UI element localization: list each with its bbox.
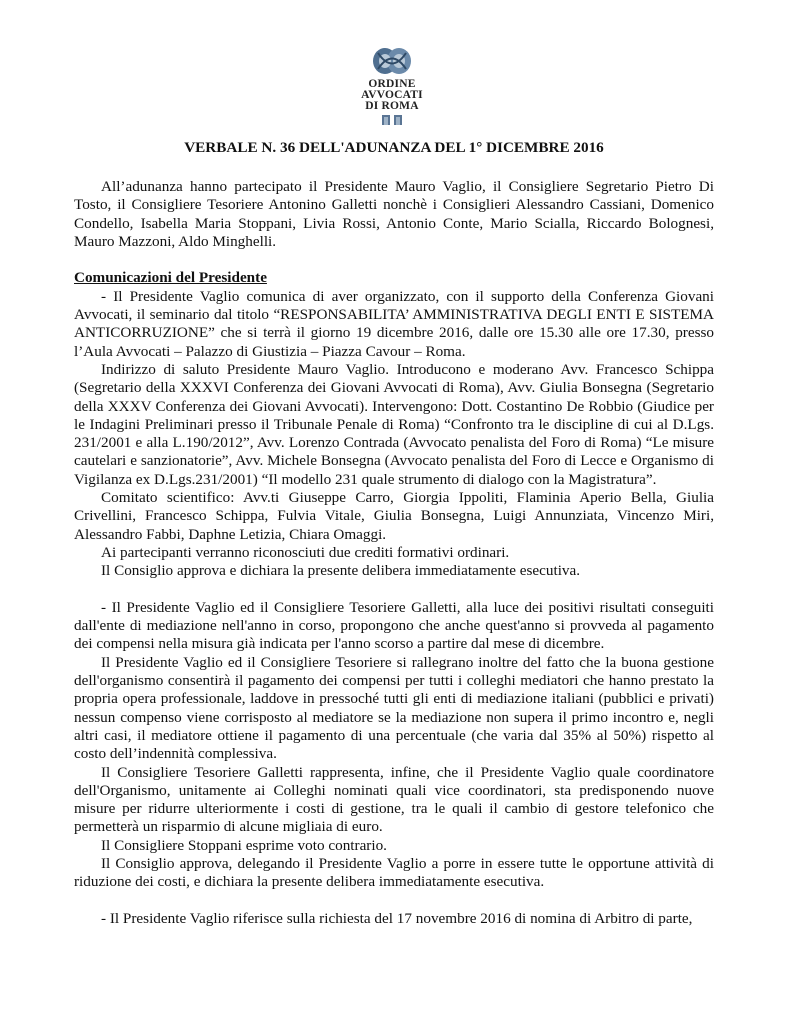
paragraph: Indirizzo di saluto Presidente Mauro Vaglio. Introducono e moderano Avv. Francesco Schippa (Segretario della XXXVI Conferenza dei Giovani Avvocati di Roma), Avv. Giulia Bonsegna (Segretario della XXXV Conferenza dei Giovani Avvocati). Intervengono: Dott. Costantino De Robbio (Giudice per le Indagini Preliminari presso il Tribunale Penale di Roma) “Confronto tra le discipline di cui al D.Lgs. 231/2001 e alla L.190/2012”, Avv. Lorenzo Contrada (Avvocato penalista del Foro di Roma) “Le misure cautelari e sanzionatorie”, Avv. Michele Bonsegna (Avvocato penalista del Foro di Lecce e Organismo di Vigilanza ex D.Lgs.231/2001) “Il modello 231 quale strumento di dialogo con la Magistratura”. xyxy=(74,360,714,488)
logo-line: DI ROMA xyxy=(365,100,419,112)
paragraph: Ai partecipanti verranno riconosciuti due crediti formativi ordinari. xyxy=(101,543,510,561)
columns-base-icon xyxy=(381,115,403,125)
paragraph: Il Consigliere Stoppani esprime voto contrario. xyxy=(101,836,387,854)
section-heading: Comunicazioni del Presidente xyxy=(74,269,267,287)
attendance-paragraph: All’adunanza hanno partecipato il Presidente Mauro Vaglio, il Consigliere Segretario Pietro Di Tosto, il Consigliere Tesoriere Antonino Galletti nonchè i Consiglieri Alessandro Cassiani, Domenico Condello, Isabella Maria Stoppani, Livia Rossi, Antonio Conte, Mario Scialla, Riccardo Bolognesi, Mauro Mazzoni, Aldo Minghelli. xyxy=(74,178,714,250)
paragraph: - Il Presidente Vaglio comunica di aver organizzato, con il supporto della Conferenza Giovani Avvocati, il seminario dal titolo “RESPONSABILITA’ AMMINISTRATIVA DEGLI ENTI E SISTEMA ANTICORRUZIONE” che si terrà il giorno 19 dicembre 2016, dalle ore 15.30 alle ore 17.30, presso l’Aula Avvocati – Palazzo di Giustizia – Piazza Cavour – Roma. xyxy=(74,287,714,360)
document-body xyxy=(74,178,714,928)
paragraph: - Il Presidente Vaglio riferisce sulla richiesta del 17 novembre 2016 di nomina di Arbitro di parte, xyxy=(101,909,693,927)
logo-line: AVVOCATI xyxy=(361,89,423,101)
paragraph: - Il Presidente Vaglio ed il Consigliere Tesoriere Galletti, alla luce dei positivi risultati conseguiti dall'ente di mediazione nell'anno in corso, propongono che anche quest'anno si provveda al pagamento dei compensi nella misura già indicata per l'anno scorso a partire dal mese di dicembre. xyxy=(74,598,714,653)
paragraph: Il Consiglio approva, delegando il Presidente Vaglio a porre in essere tutte le opportune attività di riduzione dei costi, e dichiara la presente delibera immediatamente esecutiva. xyxy=(74,854,714,891)
knot-emblem-icon xyxy=(370,44,414,78)
paragraph: Comitato scientifico: Avv.ti Giuseppe Carro, Giorgia Ippoliti, Flaminia Aperio Bella, Giulia Crivellini, Francesco Schippa, Fulvia Vitale, Giulia Bonsegna, Luigi Annunziata, Vincenzo Miri, Alessandro Fabbi, Daphne Letizia, Chiara Omaggi. xyxy=(74,489,714,543)
document-title: VERBALE N. 36 DELL'ADUNANZA DEL 1° DICEMBRE 2016 xyxy=(184,139,604,156)
logo-line: ORDINE xyxy=(368,78,416,90)
paragraph: Il Presidente Vaglio ed il Consigliere Tesoriere si rallegrano inoltre del fatto che la buona gestione dell'organismo consentirà il pagamento dei compensi per tutti i colleghi mediatori che hanno prestato la propria opera professionale, laddove in pressoché tutti gli enti di mediazione italiani (pubblici e privati) nessun compenso viene corrisposto al mediatore se la mediazione non supera il primo incontro e, negli altri casi, il mediatore ottiene il pagamento di una percentuale (che varia dal 35% al 50%) rispetto al costo dell’indennità complessiva. xyxy=(74,653,714,763)
bar-association-logo xyxy=(356,44,428,125)
paragraph: Il Consigliere Tesoriere Galletti rappresenta, infine, che il Presidente Vaglio quale coordinatore dell'Organismo, unitamente ai Colleghi nominati quali vice coordinatori, sta predisponendo nuove misure per ridurre ulteriormente i costi di gestione, tra le quali il cambio di gestore telefonico che permetterà un risparmio di alcune migliaia di euro. xyxy=(74,763,714,836)
paragraph: Il Consiglio approva e dichiara la presente delibera immediatamente esecutiva. xyxy=(101,562,581,580)
